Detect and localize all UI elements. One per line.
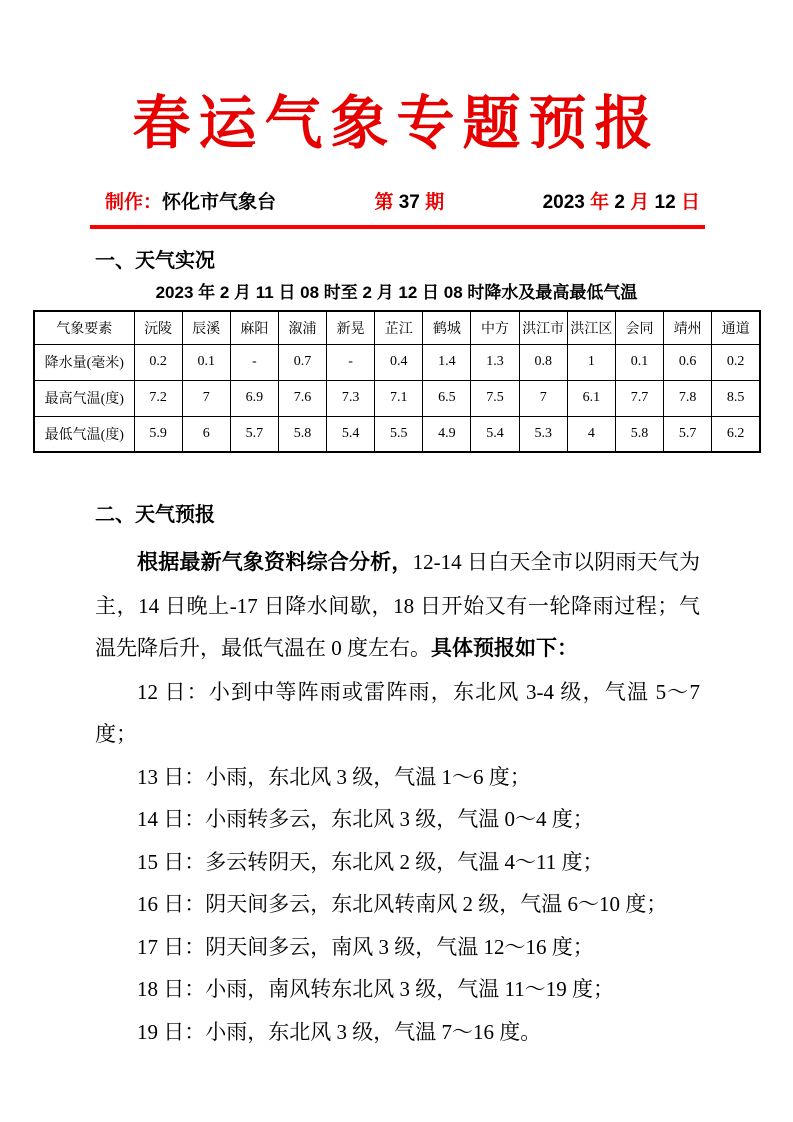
table-cell: 1: [567, 344, 615, 380]
table-cell: 7.3: [327, 380, 375, 416]
table-cell: 5.7: [664, 416, 712, 452]
table-header-row: [34, 311, 760, 344]
table-cell: 1.3: [471, 344, 519, 380]
table-cell: 0.2: [712, 344, 760, 380]
forecast-line: 12 日：小到中等阵雨或雷阵雨，东北风 3-4 级，气温 5～7 度；: [95, 679, 700, 747]
table-header-element: 气象要素: [34, 311, 134, 344]
table-cell: 5.3: [519, 416, 567, 452]
table-cell: 5.4: [327, 416, 375, 452]
table-cell: 7.1: [375, 380, 423, 416]
forecast-body: [95, 541, 700, 1053]
weather-table: [33, 310, 761, 453]
table-header-station: 靖州: [664, 311, 712, 344]
date-year-unit: 年: [590, 192, 615, 214]
table-row: [34, 344, 760, 380]
table-cell: 0.2: [134, 344, 182, 380]
table-header-station: 辰溪: [182, 311, 230, 344]
table-cell: 7.6: [278, 380, 326, 416]
table-cell: 4.9: [423, 416, 471, 452]
table-cell: 0.8: [519, 344, 567, 380]
table-cell: 6.2: [712, 416, 760, 452]
table-header-station: 通道: [712, 311, 760, 344]
table-cell: 5.8: [615, 416, 663, 452]
table-cell: 5.7: [230, 416, 278, 452]
table-cell: 8.5: [712, 380, 760, 416]
forecast-line: 16 日：阴天间多云，东北风转南风 2 级，气温 6～10 度；: [137, 892, 668, 917]
forecast-line: 17 日：阴天间多云，南风 3 级，气温 12～16 度；: [137, 934, 594, 959]
table-cell: 6.5: [423, 380, 471, 416]
table-header-station: 鹤城: [423, 311, 471, 344]
issue-date: [543, 190, 700, 216]
table-cell: 4: [567, 416, 615, 452]
red-divider: [90, 225, 705, 229]
table-cell: 5.4: [471, 416, 519, 452]
table-cell: 6.9: [230, 380, 278, 416]
table-cell: 0.1: [615, 344, 663, 380]
table-header-station: 溆浦: [278, 311, 326, 344]
row-label: 最高气温(度): [34, 380, 134, 416]
table-cell: 5.9: [134, 416, 182, 452]
date-month-unit: 月: [630, 192, 655, 214]
weather-table-head: [34, 311, 760, 344]
table-cell: 7.5: [471, 380, 519, 416]
table-header-station: 麻阳: [230, 311, 278, 344]
issue-suffix: 期: [419, 192, 445, 214]
table-cell: 7: [519, 380, 567, 416]
table-cell: 1.4: [423, 344, 471, 380]
table-cell: 0.1: [182, 344, 230, 380]
forecast-intro-tail: 具体预报如下：: [431, 637, 578, 661]
table-header-station: 沅陵: [134, 311, 182, 344]
table-cell: 0.4: [375, 344, 423, 380]
table-cell: 7: [182, 380, 230, 416]
issue-prefix: 第: [374, 192, 399, 214]
table-header-station: 会同: [615, 311, 663, 344]
producer-value: 怀化市气象台: [162, 192, 277, 214]
forecast-intro: [95, 541, 700, 671]
table-header-station: 洪江市: [519, 311, 567, 344]
table-cell: 7.7: [615, 380, 663, 416]
weather-table-body: [34, 344, 760, 452]
producer: [105, 190, 276, 216]
table-cell: -: [230, 344, 278, 380]
table-header-station: 中方: [471, 311, 519, 344]
forecast-line: 13 日：小雨，东北风 3 级，气温 1～6 度；: [137, 764, 531, 789]
forecast-line: 19 日：小雨，东北风 3 级，气温 7～16 度。: [137, 1019, 542, 1044]
table-row: [34, 380, 760, 416]
table-cell: 5.8: [278, 416, 326, 452]
date-day: 12: [654, 192, 681, 214]
issue-number: [374, 190, 444, 216]
table-header-station: 洪江区: [567, 311, 615, 344]
table-cell: 5.5: [375, 416, 423, 452]
date-year: 2023: [542, 192, 591, 214]
forecast-intro-lead: 根据最新气象资料综合分析，: [137, 551, 413, 575]
forecast-intro-text: 12-14 日白天全市以阴雨天气为主，14 日晚上-17 日降水间歇，18 日开始又有一轮降雨过程；气温先降后升，最低气温在 0 度左右。: [95, 550, 700, 661]
forecast-line: 15 日：多云转阴天，东北风 2 级，气温 4～11 度；: [137, 849, 604, 874]
forecast-list: [95, 671, 700, 1054]
row-label: 降水量(毫米): [34, 344, 134, 380]
table-row: [34, 416, 760, 452]
table-cell: 7.8: [664, 380, 712, 416]
table-header-station: 新晃: [327, 311, 375, 344]
page-title: 春运气象专题预报: [132, 91, 661, 156]
table-title: 2023 年 2 月 11 日 08 时至 2 月 12 日 08 时降水及最高最低气温: [155, 283, 638, 303]
forecast-line: 18 日：小雨，南风转东北风 3 级，气温 11～19 度；: [137, 977, 614, 1002]
table-header-station: 芷江: [375, 311, 423, 344]
section2-heading: 二、天气预报: [95, 504, 215, 527]
table-cell: 0.7: [278, 344, 326, 380]
meta-row: [105, 190, 700, 216]
table-cell: 6.1: [567, 380, 615, 416]
table-cell: -: [327, 344, 375, 380]
table-cell: 0.6: [664, 344, 712, 380]
date-month: 2: [614, 192, 631, 214]
table-cell: 7.2: [134, 380, 182, 416]
producer-label: 制作：: [105, 192, 163, 214]
table-cell: 6: [182, 416, 230, 452]
row-label: 最低气温(度): [34, 416, 134, 452]
section1-heading: 一、天气实况: [95, 250, 215, 273]
forecast-line: 14 日：小雨转多云，东北风 3 级，气温 0～4 度；: [137, 807, 594, 832]
issue-value: 37: [398, 192, 420, 214]
date-day-unit: 日: [680, 192, 700, 214]
